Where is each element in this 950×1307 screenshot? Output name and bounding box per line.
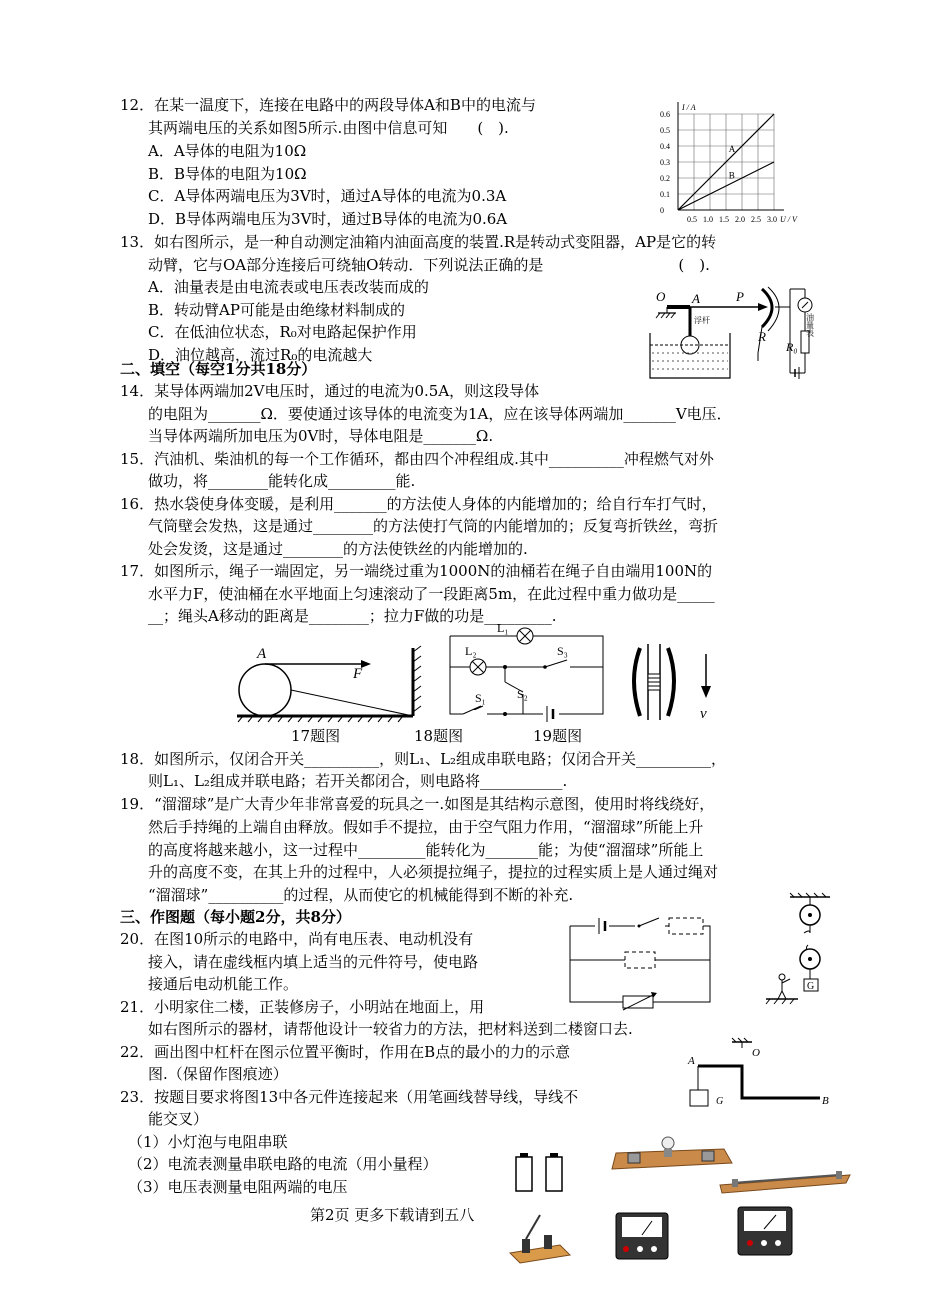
fig18-label-s3: S₃ — [557, 644, 568, 658]
q14-line3: 当导体两端所加电压为0V时，导体电阻是_______Ω. — [148, 427, 494, 445]
fig17-label-f: F — [353, 666, 363, 682]
q21-line1: 21．小明家住二楼，正装修房子，小明站在地面上，用 — [120, 998, 485, 1016]
y-tick-label: 0.3 — [660, 158, 670, 167]
y-tick-label: 0 — [660, 206, 664, 215]
fig17-barrel — [235, 640, 435, 725]
fig18-label-l1: L₁ — [497, 621, 509, 635]
fig22-label-o: O — [752, 1047, 760, 1059]
q23-item2: （2）电流表测量串联电路的电流（用小量程） — [128, 1155, 438, 1173]
y-tick-label: 0.1 — [660, 190, 670, 199]
light-bulb — [662, 1137, 674, 1149]
fig-label-o: O — [656, 289, 666, 304]
q23-item1: （1）小灯泡与电阻串联 — [128, 1133, 288, 1151]
fig-label-r: R — [758, 329, 766, 344]
q23-line2: 能交叉） — [148, 1110, 209, 1128]
page-footer: 第2页 更多下载请到五八 — [310, 1206, 475, 1224]
fig18-label-s2: S₂ — [517, 687, 528, 701]
q19-line1: 19．“溜溜球”是广大青少年非常喜爱的玩具之一.如图是其结构示意图，使用时将线绕好， — [120, 795, 715, 813]
fig22-label-g: G — [716, 1096, 724, 1107]
fig22-lever — [680, 1038, 840, 1113]
fig-label-p: P — [736, 289, 744, 304]
section-drawing: 三、作图题（每小题2分，共8分） — [120, 908, 351, 926]
q17-line3: __；绳头A移动的距离是________；拉力F做的功是_________. — [148, 607, 557, 625]
q19-line3: 的高度将越来越小，这一过程中_________能转化为_______能；为使“溜溜球”所能上 — [148, 841, 704, 859]
q17-line1: 17．如图所示，绳子一端固定，另一端绕过重为1000N的油桶若在绳子自由端用100N的 — [120, 562, 713, 580]
fig-label-meter: 油量表 — [805, 313, 815, 337]
q13-line2: 动臂，它与OA部分连接后可绕轴O转动．下列说法正确的是 ( ). — [148, 256, 710, 274]
q20-line2: 接入，请在虚线框内填上适当的元件符号，使电路 — [148, 953, 479, 971]
switch — [510, 1245, 570, 1263]
caption-fig18: 18题图 — [414, 727, 464, 745]
caption-fig19: 19题图 — [533, 727, 583, 745]
q21-line2: 如右图所示的器材，请帮他设计一较省力的方法，把材料送到二楼窗口去. — [148, 1020, 633, 1038]
q19-line5: “溜溜球”__________的过程，从而使它的机械能得到不断的补充. — [148, 886, 574, 904]
q16-line1: 16．热水袋使身体变暖，是利用_______的方法使人身体的内能增加的；给自行车打气时， — [120, 495, 717, 513]
series-label-A: A — [728, 144, 736, 155]
fig19-yoyo — [628, 640, 728, 725]
q13-option-c: C．在低油位状态，R₀对电路起保护作用 — [148, 323, 417, 341]
q22-line2: 图.（保留作图痕迹） — [148, 1065, 288, 1083]
q22-line1: 22．画出图中杠杆在图示位置平衡时，作用在B点的最小的力的示意 — [120, 1043, 571, 1061]
q20-line1: 20．在图10所示的电路中，尚有电压表、电动机没有 — [120, 930, 474, 948]
fig-label-r0: R₀ — [786, 340, 798, 354]
battery-2 — [546, 1157, 562, 1191]
q17-line2: 水平力F，使油桶在水平地面上匀速滚动了一段距离5m，在此过程中重力做功是_____ — [148, 585, 715, 603]
q23-line1: 23．按题目要求将图13中各元件连接起来（用笔画线替导线，导线不 — [120, 1088, 579, 1106]
x-tick-label: 0.5 — [687, 215, 697, 224]
battery-1 — [516, 1157, 532, 1191]
fig21-pulleys — [760, 893, 850, 1018]
x-tick-label: 2.5 — [751, 215, 761, 224]
q20-line3: 接通后电动机能工作。 — [148, 975, 299, 993]
y-tick-label: 0.6 — [660, 110, 670, 119]
q13-option-a: A．油量表是由电流表或电压表改装而成的 — [148, 278, 429, 296]
q12-line2: 其两端电压的关系如图5所示.由图中信息可知 ( ). — [148, 119, 509, 137]
fig-label-float: 浮杆 — [694, 316, 710, 325]
oil-gauge-diagram — [650, 283, 830, 383]
fig23-components — [500, 1135, 860, 1265]
y-tick-label: 0.5 — [660, 126, 670, 135]
q12-option-c: C．A导体两端电压为3V时，通过A导体的电流为0.3A — [148, 187, 507, 205]
y-axis-label: I / A — [682, 103, 696, 112]
q12-option-b: B．B导体的电阻为10Ω — [148, 165, 307, 183]
fig22-label-b: B — [822, 1095, 829, 1107]
fig18-label-l2: L₂ — [465, 644, 477, 658]
x-axis-label: U / V — [780, 215, 797, 224]
q15-line2: 做功，将________能转化成_________能. — [148, 472, 416, 490]
fig20-circuit — [565, 912, 715, 1012]
q12-option-a: A．A导体的电阻为10Ω — [148, 142, 307, 160]
x-tick-label: 1.5 — [719, 215, 729, 224]
fig18-label-s1: S₁ — [475, 691, 486, 705]
caption-fig17: 17题图 — [291, 727, 341, 745]
series-label-B: B — [728, 170, 735, 181]
q14-line2: 的电阻为_______Ω．要使通过该导体的电流变为1A，应在该导体两端加_______V电压． — [148, 405, 732, 423]
resistor-board — [720, 1175, 850, 1193]
q16-line2: 气筒壁会发热，这是通过________的方法使打气筒的内能增加的；反复弯折铁丝，弯折 — [148, 517, 719, 535]
q16-line3: 处会发烫，这是通过________的方法使铁丝的内能增加的. — [148, 540, 528, 558]
q19-line2: 然后手持绳的上端自由释放。假如手不提拉，由于空气阻力作用，“溜溜球”所能上升 — [148, 818, 704, 836]
y-tick-label: 0.4 — [660, 142, 670, 151]
q23-item3: （3）电压表测量电阻两端的电压 — [128, 1178, 348, 1196]
x-tick-label: 1.0 — [703, 215, 713, 224]
fig18-circuit — [445, 622, 610, 722]
iu-graph — [650, 90, 797, 225]
x-tick-label: 2.0 — [735, 215, 745, 224]
fig17-label-a: A — [257, 646, 267, 662]
q18-line1: 18．如图所示，仅闭合开关__________，则L₁、L₂组成串联电路；仅闭合开关__________， — [120, 750, 727, 768]
q12-line1: 12．在某一温度下，连接在电路中的两段导体A和B中的电流与 — [120, 96, 536, 114]
q19-line4: 升的高度不变，在其上升的过程中，人必须提拉绳子，提拉的过程实质上是人通过绳对 — [148, 863, 719, 881]
q13-option-d: D．油位越高，流过R₀的电流越大 — [148, 346, 373, 364]
fig22-label-a: A — [688, 1055, 695, 1067]
fig21-label-g: G — [807, 981, 815, 992]
fig-label-a: A — [692, 291, 700, 306]
q14-line1: 14．某导体两端加2V电压时，通过的电流为0.5A，则这段导体 — [120, 382, 540, 400]
q13-line1: 13．如右图所示，是一种自动测定油箱内油面高度的装置.R是转动式变阻器，AP是它的转 — [120, 233, 717, 251]
q13-option-b: B．转动臂AP可能是由绝缘材料制成的 — [148, 301, 405, 319]
fig19-label-v: v — [700, 706, 707, 722]
q12-option-d: D．B导体两端电压为3V时，通过B导体的电流为0.6A — [148, 210, 508, 228]
y-tick-label: 0.2 — [660, 174, 670, 183]
section-fill-blank: 二、填空（每空1分共18分） — [120, 360, 317, 378]
x-tick-label: 3.0 — [767, 215, 777, 224]
q18-line2: 则L₁、L₂组成并联电路；若开关都闭合，则电路将___________. — [148, 772, 568, 790]
q15-line1: 15．汽油机、柴油机的每一个工作循环，都由四个冲程组成.其中__________冲程燃气对外 — [120, 450, 714, 468]
